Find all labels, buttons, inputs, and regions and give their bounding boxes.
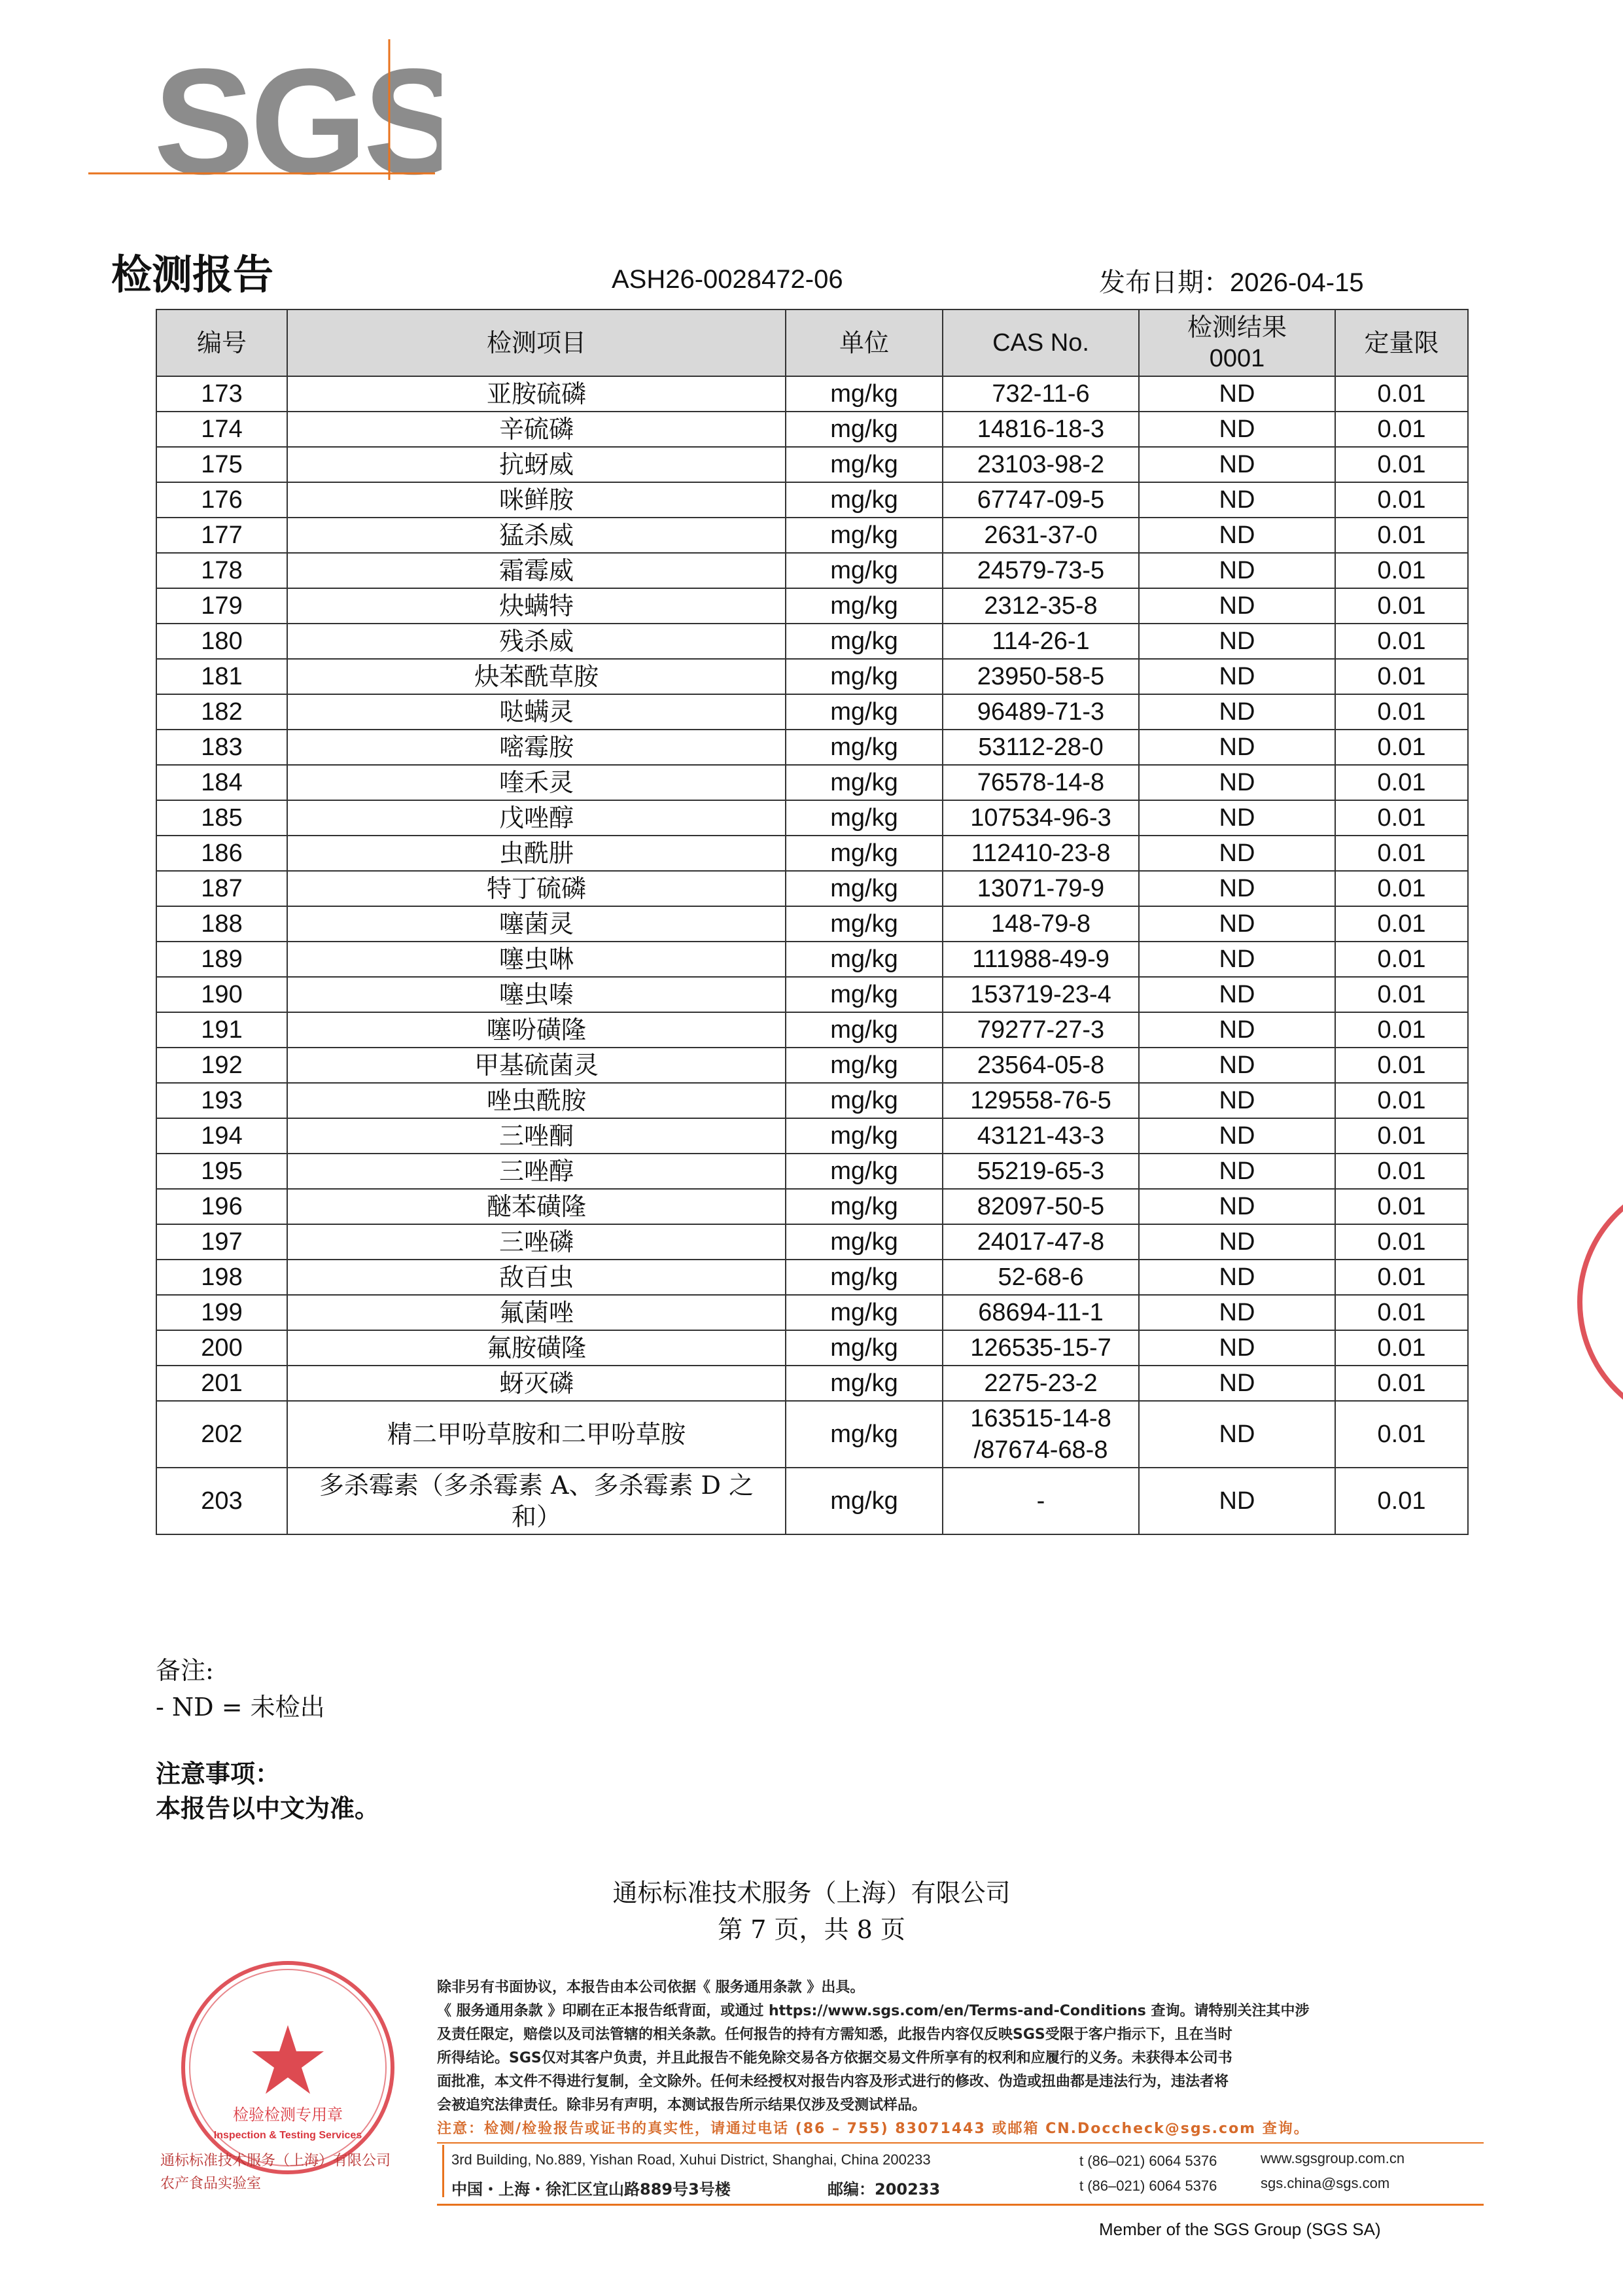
cell-unit: mg/kg [786, 624, 943, 659]
cell-unit: mg/kg [786, 588, 943, 624]
cell-result: ND [1139, 1366, 1335, 1401]
disclaimer-block [437, 1976, 1405, 2141]
cell-item: 精二甲吩草胺和二甲吩草胺 [287, 1401, 786, 1468]
cell-unit: mg/kg [786, 836, 943, 871]
authenticity-warning: 注意：检测/检验报告或证书的真实性，请通过电话 (86 – 755) 83071443 或邮箱 CN.Doccheck@sgs.com 查询。 [437, 2121, 1310, 2137]
cell-number: 180 [156, 624, 287, 659]
cell-cas: 96489-71-3 [943, 694, 1139, 730]
cell-result: ND [1139, 412, 1335, 447]
table-row [156, 412, 1468, 447]
cell-loq: 0.01 [1335, 977, 1468, 1012]
cell-result: ND [1139, 1260, 1335, 1295]
cell-number: 196 [156, 1189, 287, 1224]
table-row [156, 1012, 1468, 1048]
footer-company: 通标标准技术服务（上海）有限公司 [612, 1879, 1011, 1907]
website: www.sgsgroup.com.cn [1261, 2150, 1405, 2166]
address-en: 3rd Building, No.889, Yishan Road, Xuhui District, Shanghai, China 200233 [451, 2151, 931, 2168]
cell-unit: mg/kg [786, 553, 943, 588]
table-row [156, 1048, 1468, 1083]
cell-loq: 0.01 [1335, 1048, 1468, 1083]
cell-number: 184 [156, 765, 287, 800]
cell-loq: 0.01 [1335, 871, 1468, 906]
cell-loq: 0.01 [1335, 942, 1468, 977]
cell-number: 176 [156, 482, 287, 518]
cell-unit: mg/kg [786, 447, 943, 482]
cell-unit: mg/kg [786, 942, 943, 977]
table-row [156, 800, 1468, 836]
cell-unit: mg/kg [786, 1048, 943, 1083]
cell-loq: 0.01 [1335, 553, 1468, 588]
cell-unit: mg/kg [786, 1012, 943, 1048]
cell-loq: 0.01 [1335, 482, 1468, 518]
table-row [156, 624, 1468, 659]
footer-divider-bottom [437, 2204, 1484, 2206]
cell-item: 噻菌灵 [287, 906, 786, 942]
cell-number: 193 [156, 1083, 287, 1118]
cell-cas: 67747-09-5 [943, 482, 1139, 518]
cell-unit: mg/kg [786, 1401, 943, 1468]
cell-loq: 0.01 [1335, 906, 1468, 942]
cell-loq: 0.01 [1335, 588, 1468, 624]
remark-nd: - ND = 未检出 [156, 1693, 325, 1722]
postcode: 邮编：200233 [828, 2180, 941, 2199]
table-row [156, 906, 1468, 942]
cell-item: 炔苯酰草胺 [287, 659, 786, 694]
table-row [156, 447, 1468, 482]
cell-result: ND [1139, 1224, 1335, 1260]
cell-cas: 24017-47-8 [943, 1224, 1139, 1260]
cell-result: ND [1139, 1048, 1335, 1083]
table-row [156, 1083, 1468, 1118]
cell-unit: mg/kg [786, 730, 943, 765]
cell-number: 185 [156, 800, 287, 836]
cell-unit: mg/kg [786, 1154, 943, 1189]
cell-number: 181 [156, 659, 287, 694]
cell-item: 氟菌唑 [287, 1295, 786, 1330]
cell-item [287, 1468, 786, 1534]
cell-cas: 126535-15-7 [943, 1330, 1139, 1366]
cell-item: 三唑醇 [287, 1154, 786, 1189]
cell-result: ND [1139, 906, 1335, 942]
cell-result: ND [1139, 694, 1335, 730]
phone-1: t (86–021) 6064 5376 [1079, 2153, 1217, 2169]
cell-unit: mg/kg [786, 1260, 943, 1295]
cell-number: 201 [156, 1366, 287, 1401]
cell-loq: 0.01 [1335, 1401, 1468, 1468]
cell-item: 虫酰肼 [287, 836, 786, 871]
report-number: ASH26-0028472-06 [612, 265, 843, 294]
cell-number: 203 [156, 1468, 287, 1534]
cell-result: ND [1139, 553, 1335, 588]
table-row [156, 1260, 1468, 1295]
cell-loq: 0.01 [1335, 1083, 1468, 1118]
cell-cas: 14816-18-3 [943, 412, 1139, 447]
cell-unit: mg/kg [786, 518, 943, 553]
table-row [156, 977, 1468, 1012]
cell-cas-line2: /87674-68-8 [973, 1436, 1108, 1464]
table-row [156, 694, 1468, 730]
cell-number: 198 [156, 1260, 287, 1295]
disclaimer-line: 除非另有书面协议，本报告由本公司依据《 服务通用条款 》出具。 [437, 1979, 865, 1996]
cell-result: ND [1139, 518, 1335, 553]
cell-cas: 23564-05-8 [943, 1048, 1139, 1083]
seal-sub-text: Inspection & Testing Services [213, 2130, 362, 2141]
cell-item: 喹禾灵 [287, 765, 786, 800]
cell-unit: mg/kg [786, 694, 943, 730]
col-header-unit: 单位 [786, 309, 943, 376]
table-row [156, 1295, 1468, 1330]
cell-cas: 23950-58-5 [943, 659, 1139, 694]
col-header-item: 检测项目 [287, 309, 786, 376]
cell-loq: 0.01 [1335, 1189, 1468, 1224]
cell-cas [943, 1401, 1139, 1468]
cell-item: 特丁硫磷 [287, 871, 786, 906]
cell-item: 三唑磷 [287, 1224, 786, 1260]
cell-result: ND [1139, 1468, 1335, 1534]
cell-result: ND [1139, 977, 1335, 1012]
cell-number: 199 [156, 1295, 287, 1330]
cell-cas: 79277-27-3 [943, 1012, 1139, 1048]
table-body [156, 376, 1468, 1534]
cell-result: ND [1139, 836, 1335, 871]
cell-number: 200 [156, 1330, 287, 1366]
cell-result: ND [1139, 624, 1335, 659]
cell-loq: 0.01 [1335, 447, 1468, 482]
cell-item: 三唑酮 [287, 1118, 786, 1154]
cell-cas-line1: 163515-14-8 [970, 1405, 1111, 1432]
sgs-logo-text: SGS [154, 39, 442, 190]
cell-result: ND [1139, 659, 1335, 694]
col-header-cas: CAS No. [943, 309, 1139, 376]
cell-number: 189 [156, 942, 287, 977]
cell-cas: 148-79-8 [943, 906, 1139, 942]
cell-unit: mg/kg [786, 1118, 943, 1154]
cell-result: ND [1139, 1154, 1335, 1189]
cell-loq: 0.01 [1335, 376, 1468, 412]
cell-cas: 68694-11-1 [943, 1295, 1139, 1330]
cell-number: 173 [156, 376, 287, 412]
cell-item: 甲基硫菌灵 [287, 1048, 786, 1083]
attention-label: 注意事项： [156, 1759, 281, 1788]
cell-loq: 0.01 [1335, 765, 1468, 800]
cell-result: ND [1139, 447, 1335, 482]
cell-item: 猛杀威 [287, 518, 786, 553]
table-row [156, 1468, 1468, 1534]
cell-loq: 0.01 [1335, 1295, 1468, 1330]
cell-number: 190 [156, 977, 287, 1012]
seal-center-text: 检验检测专用章 [233, 2106, 343, 2124]
disclaimer-line: 及责任限定，赔偿以及司法管辖的相关条款。任何报告的持有方需知悉，此报告内容仅反映SGS受限于客户指示下，且在当时 [437, 2026, 1232, 2043]
cell-item: 嘧霉胺 [287, 730, 786, 765]
cell-cas: 2631-37-0 [943, 518, 1139, 553]
cell-number: 187 [156, 871, 287, 906]
cell-number: 177 [156, 518, 287, 553]
table-row [156, 376, 1468, 412]
cell-item: 唑虫酰胺 [287, 1083, 786, 1118]
cell-cas: 76578-14-8 [943, 765, 1139, 800]
table-row [156, 1154, 1468, 1189]
table-row [156, 1118, 1468, 1154]
table-row [156, 553, 1468, 588]
cell-cas: 82097-50-5 [943, 1189, 1139, 1224]
remark-label: 备注: [156, 1656, 214, 1685]
cell-item-line2: 和） [511, 1502, 561, 1531]
cell-item: 氟胺磺隆 [287, 1330, 786, 1366]
cell-result: ND [1139, 1189, 1335, 1224]
cell-item: 抗蚜威 [287, 447, 786, 482]
cell-cas: 111988-49-9 [943, 942, 1139, 977]
cell-cas: 24579-73-5 [943, 553, 1139, 588]
col-header-number: 编号 [156, 309, 287, 376]
cell-loq: 0.01 [1335, 1330, 1468, 1366]
col-header-result [1139, 309, 1335, 376]
cell-number: 179 [156, 588, 287, 624]
cell-item: 噻吩磺隆 [287, 1012, 786, 1048]
table-row [156, 659, 1468, 694]
cell-number: 174 [156, 412, 287, 447]
cell-loq: 0.01 [1335, 1224, 1468, 1260]
cell-cas: - [943, 1468, 1139, 1534]
edge-seal [1573, 1165, 1623, 1439]
cell-unit: mg/kg [786, 906, 943, 942]
table-row [156, 518, 1468, 553]
cell-item: 噻虫嗪 [287, 977, 786, 1012]
cell-result: ND [1139, 871, 1335, 906]
cell-unit: mg/kg [786, 977, 943, 1012]
cell-number: 178 [156, 553, 287, 588]
cell-item: 敌百虫 [287, 1260, 786, 1295]
cell-item: 辛硫磷 [287, 412, 786, 447]
cell-unit: mg/kg [786, 1366, 943, 1401]
report-title: 检测报告 [111, 251, 274, 298]
seal-caption-lab: 农产食品实验室 [160, 2176, 262, 2192]
cell-loq: 0.01 [1335, 1118, 1468, 1154]
table-row [156, 1189, 1468, 1224]
cell-item: 噻虫啉 [287, 942, 786, 977]
cell-loq: 0.01 [1335, 694, 1468, 730]
cell-cas: 112410-23-8 [943, 836, 1139, 871]
cell-unit: mg/kg [786, 765, 943, 800]
disclaimer-line: 《 服务通用条款 》印刷在正本报告纸背面，或通过 https://www.sgs.com/en/Terms-and-Conditions 查询。请特别关注其中涉 [437, 2003, 1310, 2019]
col-header-result-label: 检测结果 [1187, 313, 1287, 342]
cell-result: ND [1139, 1330, 1335, 1366]
table-row [156, 836, 1468, 871]
cell-unit: mg/kg [786, 412, 943, 447]
sgs-logo [88, 39, 442, 190]
table-row [156, 1401, 1468, 1468]
results-table [156, 309, 1469, 1535]
footer-divider-left [442, 2145, 444, 2197]
cell-unit: mg/kg [786, 659, 943, 694]
cell-unit: mg/kg [786, 1189, 943, 1224]
cell-loq: 0.01 [1335, 836, 1468, 871]
cell-item: 哒螨灵 [287, 694, 786, 730]
table-row [156, 588, 1468, 624]
cell-loq: 0.01 [1335, 1260, 1468, 1295]
issue-date-value: 2026-04-15 [1230, 268, 1364, 297]
issue-date-line [1099, 262, 1364, 299]
disclaimer-line: 面批准，本文件不得进行复制，全文除外。任何未经授权对报告内容及形式进行的修改、伪造或扭曲都是违法行为，违法者将 [437, 2074, 1229, 2090]
col-header-loq: 定量限 [1335, 309, 1468, 376]
cell-loq: 0.01 [1335, 1154, 1468, 1189]
table-row [156, 942, 1468, 977]
table-row [156, 765, 1468, 800]
table-row [156, 1224, 1468, 1260]
cell-loq: 0.01 [1335, 659, 1468, 694]
cell-loq: 0.01 [1335, 1468, 1468, 1534]
cell-number: 192 [156, 1048, 287, 1083]
cell-item: 醚苯磺隆 [287, 1189, 786, 1224]
table-row [156, 871, 1468, 906]
cell-unit: mg/kg [786, 871, 943, 906]
cell-cas: 55219-65-3 [943, 1154, 1139, 1189]
phone-2: t (86–021) 6064 5376 [1079, 2178, 1217, 2194]
cell-cas: 114-26-1 [943, 624, 1139, 659]
cell-item: 炔螨特 [287, 588, 786, 624]
issue-date-label: 发布日期： [1099, 268, 1230, 298]
cell-cas: 153719-23-4 [943, 977, 1139, 1012]
cell-unit: mg/kg [786, 482, 943, 518]
attention-text: 本报告以中文为准。 [156, 1793, 380, 1823]
table-row [156, 482, 1468, 518]
cell-result: ND [1139, 1401, 1335, 1468]
inspection-seal [177, 1956, 399, 2179]
cell-number: 197 [156, 1224, 287, 1260]
cell-number: 186 [156, 836, 287, 871]
cell-number: 194 [156, 1118, 287, 1154]
disclaimer-lines [437, 1976, 1405, 2117]
cell-cas: 13071-79-9 [943, 871, 1139, 906]
cell-result: ND [1139, 482, 1335, 518]
cell-item: 亚胺硫磷 [287, 376, 786, 412]
cell-result: ND [1139, 588, 1335, 624]
col-header-result-sample: 0001 [1209, 345, 1265, 372]
cell-result: ND [1139, 376, 1335, 412]
cell-result: ND [1139, 730, 1335, 765]
seal-caption-company: 通标标准技术服务（上海）有限公司 [160, 2153, 391, 2169]
cell-unit: mg/kg [786, 1295, 943, 1330]
cell-number: 188 [156, 906, 287, 942]
cell-cas: 2275-23-2 [943, 1366, 1139, 1401]
cell-cas: 53112-28-0 [943, 730, 1139, 765]
cell-item: 蚜灭磷 [287, 1366, 786, 1401]
cell-item: 霜霉威 [287, 553, 786, 588]
cell-loq: 0.01 [1335, 412, 1468, 447]
table-header-row [156, 309, 1468, 376]
cell-cas: 2312-35-8 [943, 588, 1139, 624]
cell-unit: mg/kg [786, 376, 943, 412]
cell-number: 202 [156, 1401, 287, 1468]
cell-number: 175 [156, 447, 287, 482]
cell-item-line1: 多杀霉素（多杀霉素 A、多杀霉素 D 之 [319, 1471, 754, 1500]
cell-cas: 23103-98-2 [943, 447, 1139, 482]
cell-item: 戊唑醇 [287, 800, 786, 836]
cell-cas: 107534-96-3 [943, 800, 1139, 836]
cell-result: ND [1139, 765, 1335, 800]
cell-number: 195 [156, 1154, 287, 1189]
table-row [156, 730, 1468, 765]
cell-cas: 732-11-6 [943, 376, 1139, 412]
cell-result: ND [1139, 1012, 1335, 1048]
cell-cas: 129558-76-5 [943, 1083, 1139, 1118]
footer-divider-top [437, 2142, 1484, 2144]
cell-loq: 0.01 [1335, 800, 1468, 836]
cell-number: 182 [156, 694, 287, 730]
page-number: 第 7 页，共 8 页 [718, 1915, 905, 1944]
disclaimer-line: 会被追究法律责任。除非另有声明，本测试报告所示结果仅涉及受测试样品。 [437, 2097, 927, 2113]
cell-result: ND [1139, 1295, 1335, 1330]
cell-number: 191 [156, 1012, 287, 1048]
address-cn: 中国・上海・徐汇区宜山路889号3号楼 [451, 2180, 731, 2199]
cell-unit: mg/kg [786, 1083, 943, 1118]
cell-item: 咪鲜胺 [287, 482, 786, 518]
table-row [156, 1330, 1468, 1366]
cell-unit: mg/kg [786, 1468, 943, 1534]
cell-number: 183 [156, 730, 287, 765]
cell-loq: 0.01 [1335, 1366, 1468, 1401]
cell-unit: mg/kg [786, 1330, 943, 1366]
cell-result: ND [1139, 942, 1335, 977]
disclaimer-line: 所得结论。SGS仅对其客户负责，并且此报告不能免除交易各方依据交易文件所享有的权利和应履行的义务。未获得本公司书 [437, 2050, 1232, 2066]
email: sgs.china@sgs.com [1261, 2175, 1390, 2191]
cell-unit: mg/kg [786, 1224, 943, 1260]
cell-result: ND [1139, 1083, 1335, 1118]
cell-result: ND [1139, 800, 1335, 836]
cell-loq: 0.01 [1335, 730, 1468, 765]
table-row [156, 1366, 1468, 1401]
cell-item: 残杀威 [287, 624, 786, 659]
cell-loq: 0.01 [1335, 518, 1468, 553]
cell-cas: 52-68-6 [943, 1260, 1139, 1295]
cell-result: ND [1139, 1118, 1335, 1154]
cell-cas: 43121-43-3 [943, 1118, 1139, 1154]
member-line: Member of the SGS Group (SGS SA) [1099, 2219, 1381, 2239]
cell-loq: 0.01 [1335, 1012, 1468, 1048]
cell-loq: 0.01 [1335, 624, 1468, 659]
cell-unit: mg/kg [786, 800, 943, 836]
